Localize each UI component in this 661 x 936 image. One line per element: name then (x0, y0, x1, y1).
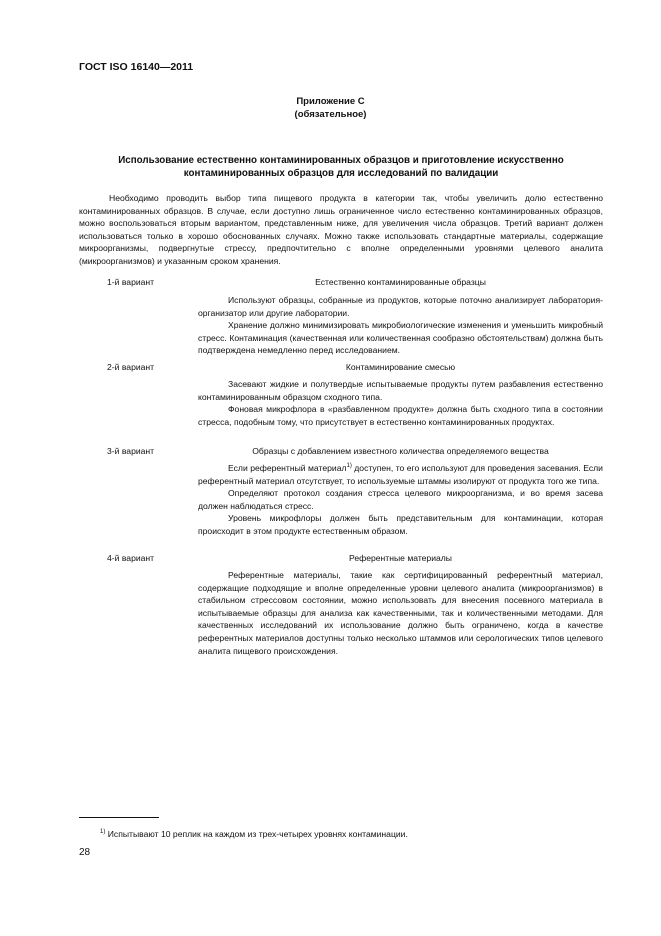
variant-3-body (198, 462, 603, 538)
variant-3-text-before-ref: Если референтный материал (228, 463, 347, 473)
variant-3-paragraph (198, 462, 603, 487)
variant-3-paragraph: Определяют протокол создания стресса целевого микроорганизма, и во время засева должен наблюдаться стресс. (198, 488, 603, 511)
footnote-divider (79, 817, 159, 818)
variant-1-paragraph: Используют образцы, собранные из продуктов, которые поточно анализирует лаборатория-организатор или другие лаборатории. (198, 295, 603, 318)
variant-1-title: Естественно контаминированные образцы (315, 277, 486, 287)
variant-1-label: 1-й вариант (107, 277, 155, 287)
variant-1-paragraph: Хранение должно минимизировать микробиологические изменения и уменьшить микробный стресс. Контаминация (качественная или количественная сообразно обстоятельствам) должна быть подтверждена немедленно перед исследованием. (198, 320, 603, 356)
section-title-line2: контаминированных образцов для исследований по валидации (183, 168, 499, 179)
intro-paragraph (79, 192, 603, 268)
variant-2-body (198, 378, 603, 428)
variant-4-paragraph: Референтные материалы, такие как сертифицированный референтный материал, содержащие подходящие и вполне определенные уровни целевого аналита (микроорганизмов) в стабильном стрессовом состоянии, можно использовать для внесения посевного материала в испытываемые образцы для анализа как качественными, так и количественными методами. Для качественных исследований их использование должно быть ограничено, когда в качестве референтных материалов доступны только несколько штаммов или серологических типов целевого аналита пищевого происхождения. (198, 570, 603, 656)
variant-4-body (198, 569, 603, 657)
variant-3-paragraph: Уровень микрофлоры должен быть представительным для контаминации, которая происходит в этом продукте естественным образом. (198, 513, 603, 536)
page-number: 28 (79, 847, 91, 858)
document-header: ГОСТ ISO 16140—2011 (79, 61, 194, 73)
variant-3-label: 3-й вариант (107, 446, 155, 456)
footnote (100, 829, 408, 839)
variant-4-label: 4-й вариант (107, 553, 155, 563)
variant-2-label: 2-й вариант (107, 362, 155, 372)
section-title (79, 154, 603, 180)
footnote-reference: 1) (346, 463, 352, 470)
intro-text: Необходимо проводить выбор типа пищевого продукта в категории так, чтобы увеличить долю естественно контаминированных образцов. В случае, если доступно лишь ограниченное число естественно контаминированных образцов, можно воспользоваться вторым вариантом, представленным ниже, для увеличения числа образцов. Третий вариант должен использоваться только в хорошо обоснованных случаях. Можно также использовать стандартные материалы, содержащие микроорганизмы, подвергнутые стрессу, предпочтительно с вполне определенными уровнями целевого аналита (микроорганизмов) и указанным сроком хранения. (79, 193, 603, 266)
variant-3-text-after-ref: доступен, то его используют для проведения засевания. Если референтный материал отсутствует, то используемые штаммы изолируют от продукта того же типа. (198, 463, 603, 486)
variant-4-title: Референтные материалы (349, 553, 452, 563)
footnote-marker: 1) (100, 829, 106, 836)
footnote-text: Испытывают 10 реплик на каждом из трех-четырех уровнях контаминации. (107, 829, 408, 839)
variant-2-paragraph: Засевают жидкие и полутвердые испытываемые продукты путем разбавления естественно контаминированным образцом сходного типа. (198, 379, 603, 402)
appendix-title: Приложение С (296, 96, 365, 107)
variant-1-body (198, 294, 603, 357)
appendix-status: (обязательное) (294, 109, 367, 120)
variant-3-title: Образцы с добавлением известного количества определяемого вещества (252, 446, 549, 456)
variant-2-title: Контаминирование смесью (345, 362, 456, 372)
appendix-heading (0, 95, 661, 121)
section-title-line1: Использование естественно контаминированных образцов и приготовление искусственно (118, 155, 564, 166)
variant-2-paragraph: Фоновая микрофлора в «разбавленном продукте» должна быть сходного типа в состоянии стресса, подобным тому, что присутствует в естественно контаминированных продуктах. (198, 404, 603, 427)
